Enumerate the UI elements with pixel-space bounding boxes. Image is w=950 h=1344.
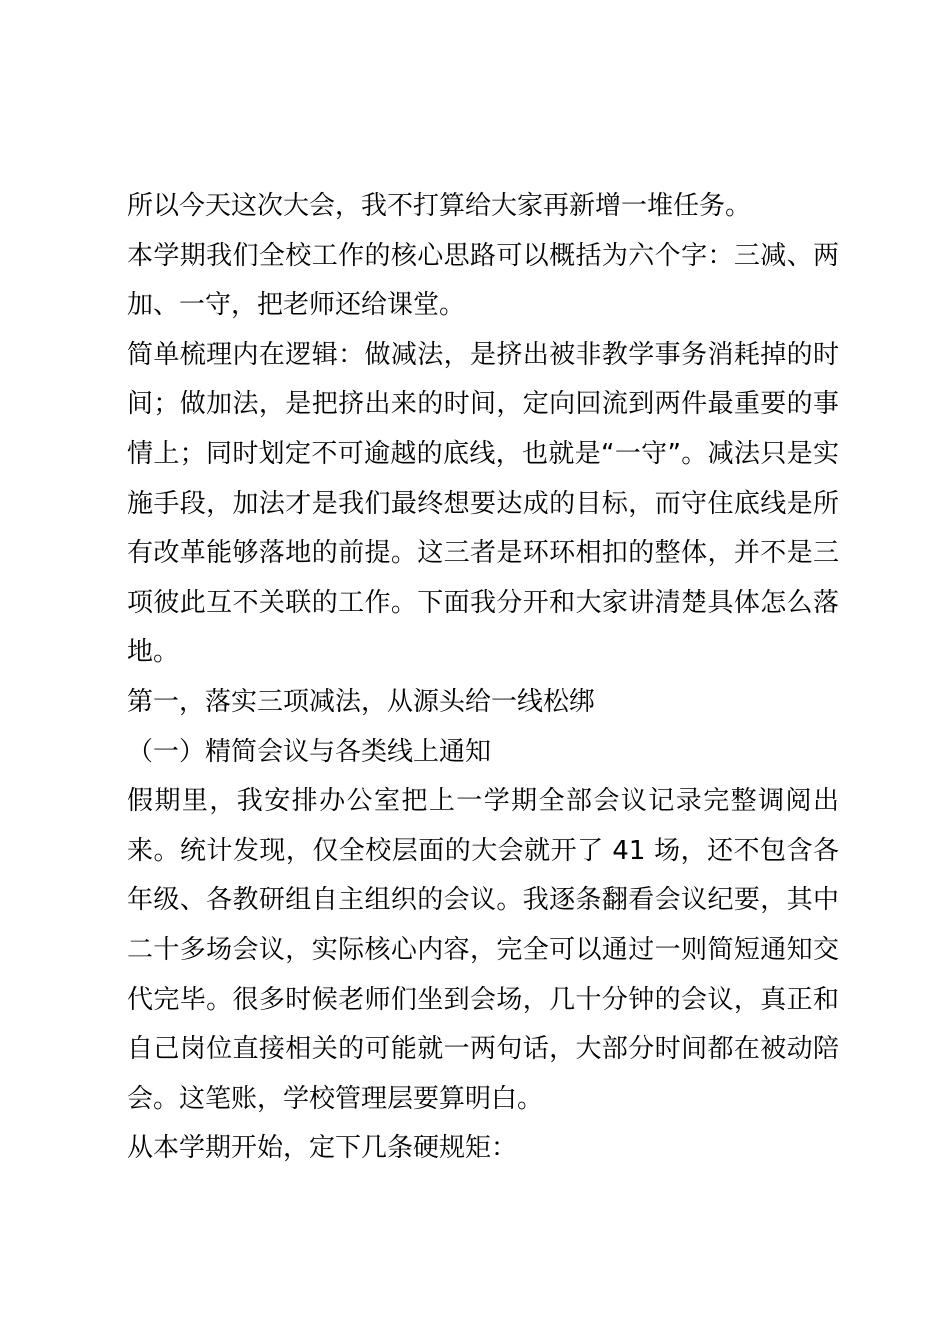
paragraph-rules-intro: 从本学期开始，定下几条硬规矩： xyxy=(127,1133,518,1164)
paragraph-logic: 简单梳理内在逻辑：做减法，是挤出被非教学事务消耗掉的时间；做加法，是把挤出来的时间，定向回流到两件最重要的事情上；同时划定不可逾越的底线，也就是“一守”。减法只是实施手段，加法才是我们最终想要达成的目标，而守住底线是所有改革能够落地的前提。这三者是环环相扣的整体，并不是三项彼此互不关联的工作。下面我分开和大家讲清楚具体怎么落地。 xyxy=(127,339,839,668)
section-heading: 第一，落实三项减法，从源头给一线松绑 xyxy=(127,686,596,717)
document-body xyxy=(127,182,839,1174)
subsection-heading: （一）精简会议与各类线上通知 xyxy=(127,736,492,767)
paragraph-intro: 所以今天这次大会，我不打算给大家再新增一堆任务。 xyxy=(127,191,752,221)
paragraph-meetings: 假期里，我安排办公室把上一学期全部会议记录完整调阅出来。统计发现，仅全校层面的大会就开了 41 场，还不包含各年级、各教研组自主组织的会议。我逐条翻看会议纪要，其中二十多场会议，实际核心内容，完全可以通过一则简短通知交代完毕。很多时候老师们坐到会场，几十分钟的会议，真正和自己岗位直接相关的可能就一两句话，大部分时间都在被动陪会。这笔账，学校管理层要算明白。 xyxy=(127,786,839,1114)
paragraph-core-idea: 本学期我们全校工作的核心思路可以概括为六个字：三减、两加、一守，把老师还给课堂。 xyxy=(127,240,839,321)
